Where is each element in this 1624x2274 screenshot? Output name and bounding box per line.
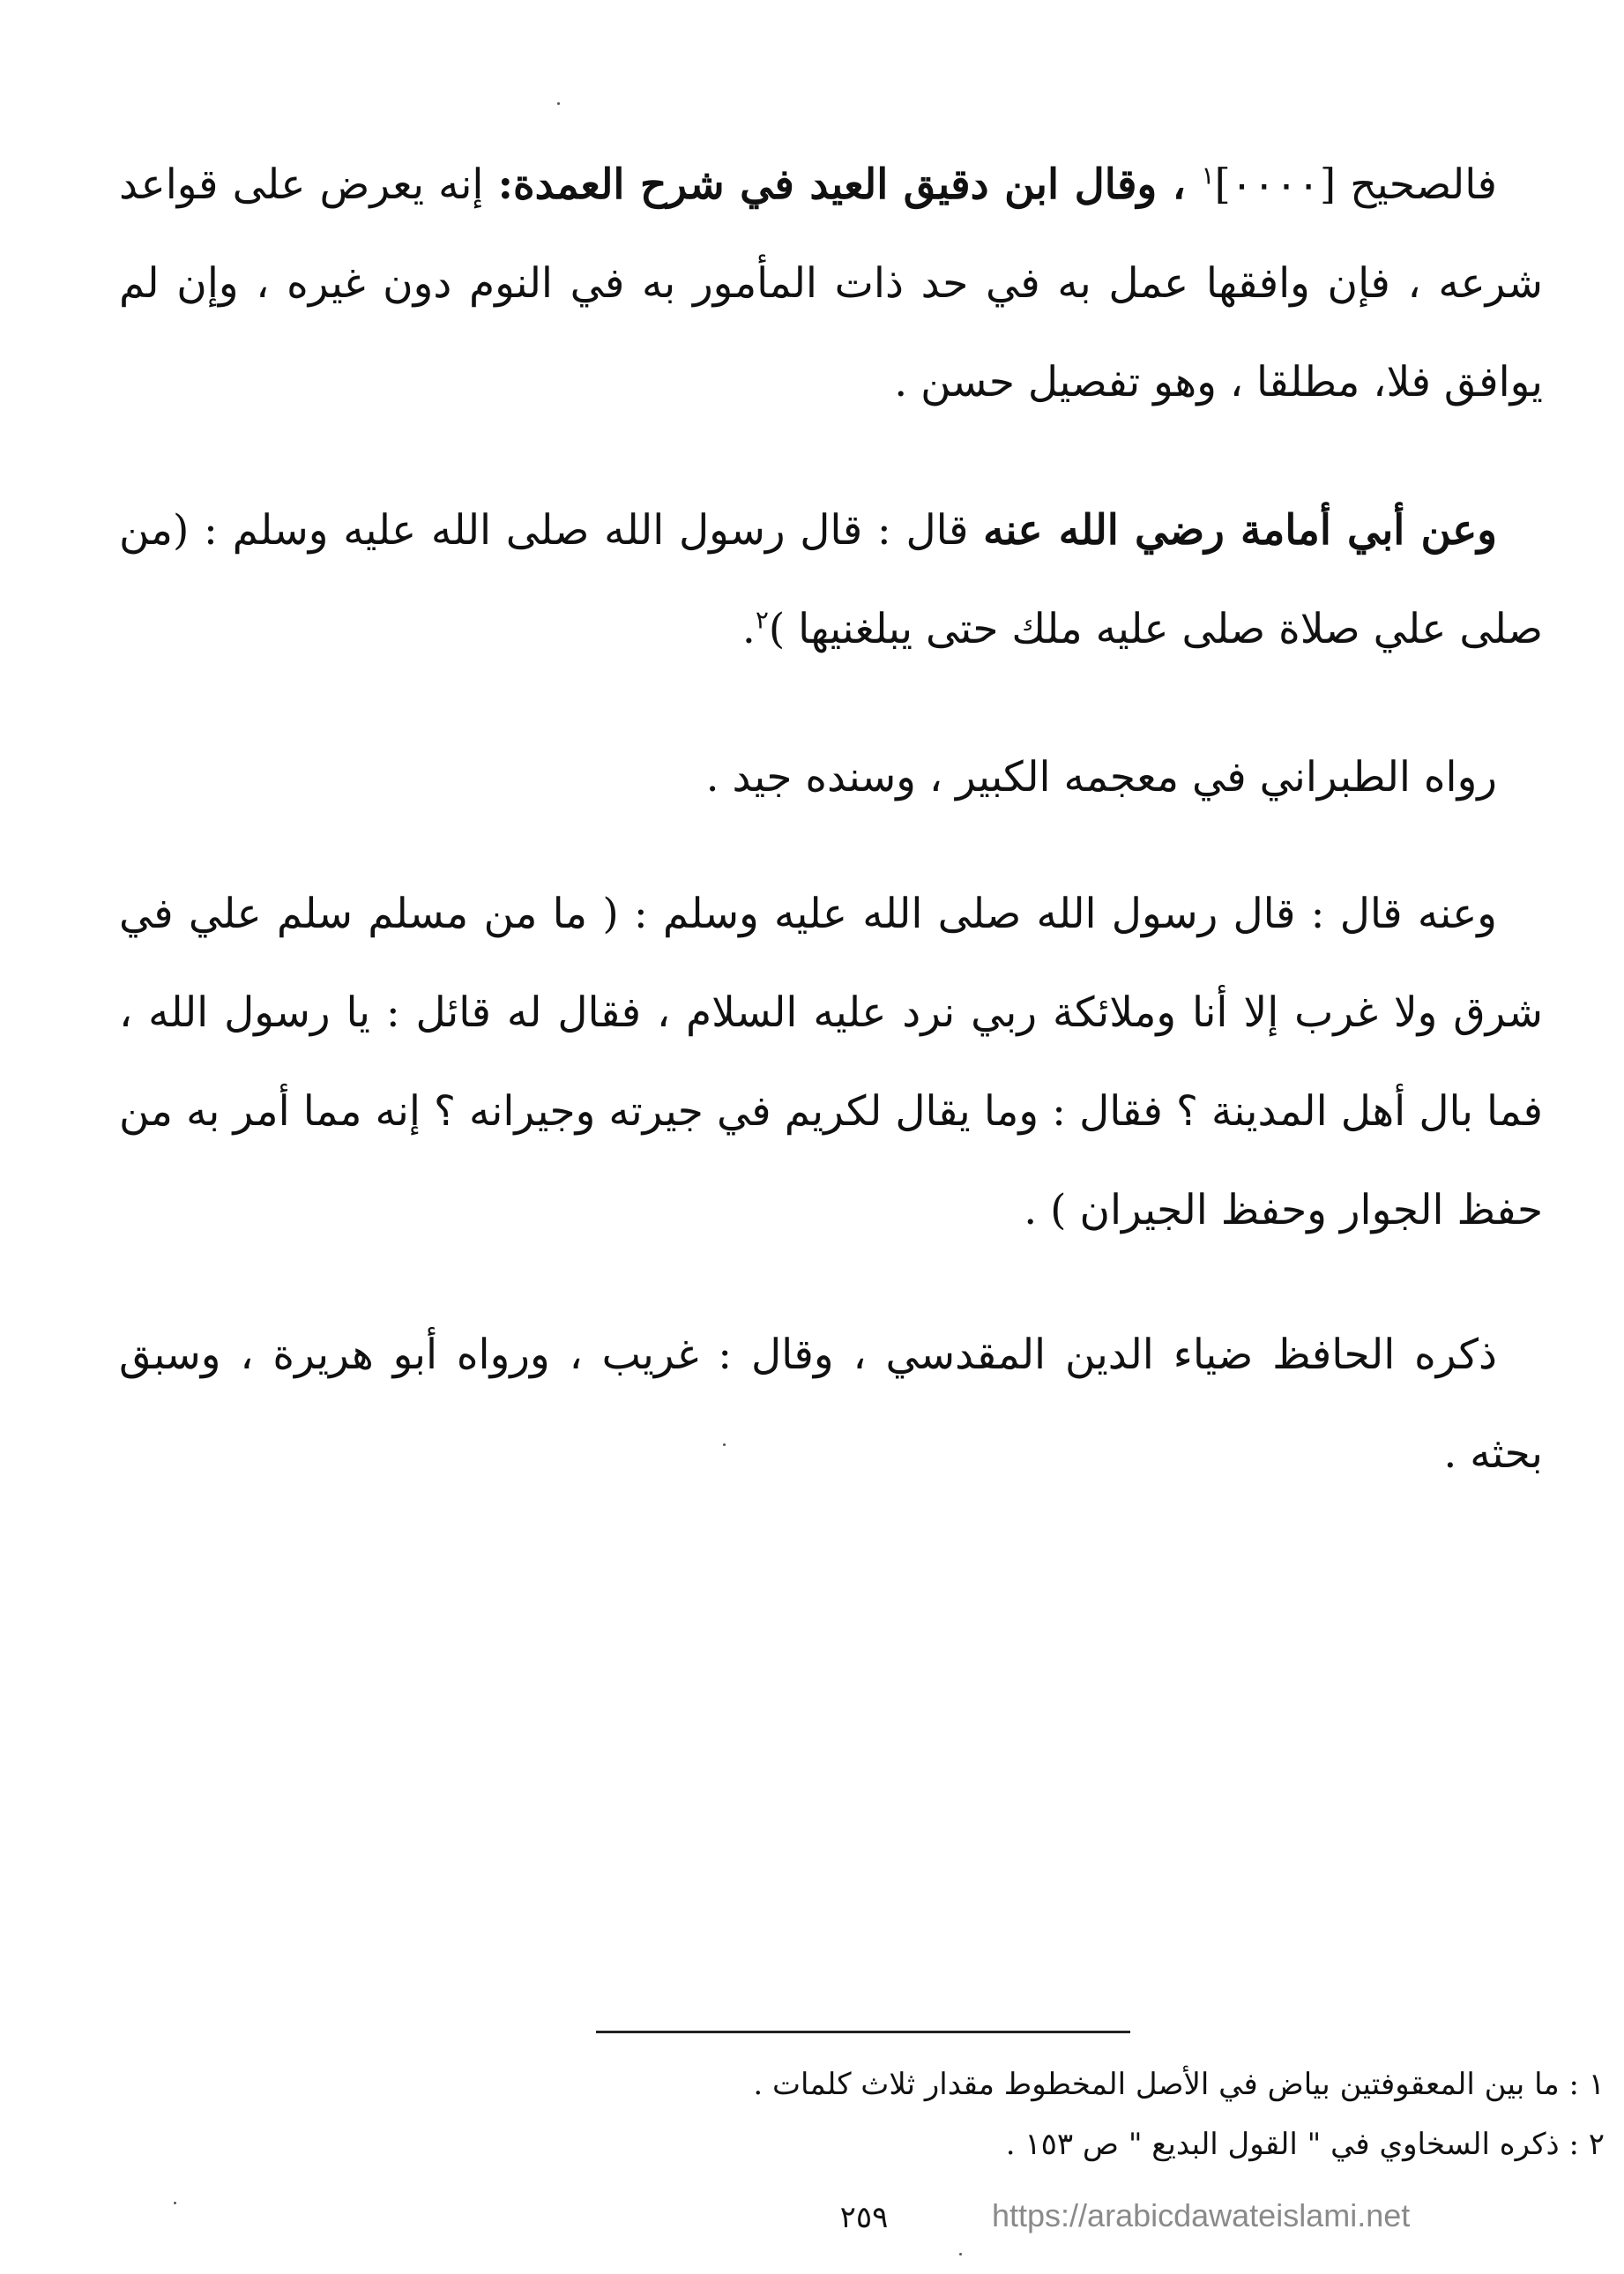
- paragraph-1-bold: ، وقال ابن دقيق العيد في شرح العمدة:: [497, 160, 1202, 209]
- footnote-separator: [596, 2031, 1130, 2033]
- footnote-1: ١ : ما بين المعقوفتين بياض في الأصل المخطوط مقدار ثلاث كلمات .: [753, 2067, 1605, 2102]
- page-number: ٢٥٩: [839, 2200, 889, 2235]
- scan-speck: [723, 1443, 726, 1446]
- scan-speck: [557, 102, 560, 105]
- footnote-ref-1: ١: [1201, 160, 1215, 190]
- paragraph-4: وعنه قال : قال رسول الله صلى الله عليه وسلم : ( ما من مسلم سلم علي في شرق ولا غرب إلا أنا وملائكة ربي نرد عليه السلام ، فقال له قائل : يا رسول الله ، فما بال أهل المدينة ؟ فقال : وما يقال لكريم في جيرته وجيرانه ؟ إنه مما أمر به من حفظ الجوار وحفظ الجيران ) .: [119, 890, 1543, 1234]
- paragraph-2-bold: وعن أبي أمامة رضي الله عنه: [983, 506, 1498, 555]
- footnote-2: ٢ : ذكره السخاوي في " القول البديع " ص ١٥٣ .: [1005, 2127, 1605, 2162]
- main-text-block: [119, 136, 1543, 432]
- footnote-ref-2: ٢: [755, 605, 769, 635]
- source-note-1: [119, 728, 1543, 827]
- paragraph-1-lead: فالصحيح [٠٠٠٠]: [1214, 160, 1497, 209]
- scan-speck: [174, 2202, 176, 2204]
- hadith-block-1: [119, 481, 1543, 679]
- paragraph-1: [119, 136, 1543, 432]
- paragraph-3: رواه الطبراني في معجمه الكبير ، وسنده جيد .: [705, 753, 1497, 801]
- paragraph-1-rest: إنه يعرض على قواعد شرعه ، فإن وافقها عمل به في حد ذات المأمور به في النوم دون غيره ، وإن لم يوافق فلا، مطلقا ، وهو تفصيل حسن .: [119, 160, 1543, 406]
- scan-speck: [959, 2253, 962, 2255]
- footnotes-block: [264, 2054, 1605, 2174]
- paragraph-2-end: .: [741, 605, 756, 653]
- source-note-2: [119, 1306, 1543, 1503]
- paragraph-2: [119, 481, 1543, 679]
- hadith-block-2: [119, 865, 1543, 1260]
- watermark-url: https://arabicdawateislami.net: [992, 2197, 1411, 2233]
- paragraph-2-rest: قال : قال رسول الله صلى الله عليه وسلم : (من صلى علي صلاة صلى عليه ملك حتى يبلغنيها ): [119, 506, 1543, 653]
- paragraph-5: ذكره الحافظ ضياء الدين المقدسي ، وقال : غريب ، ورواه أبو هريرة ، وسبق بحثه .: [119, 1331, 1543, 1478]
